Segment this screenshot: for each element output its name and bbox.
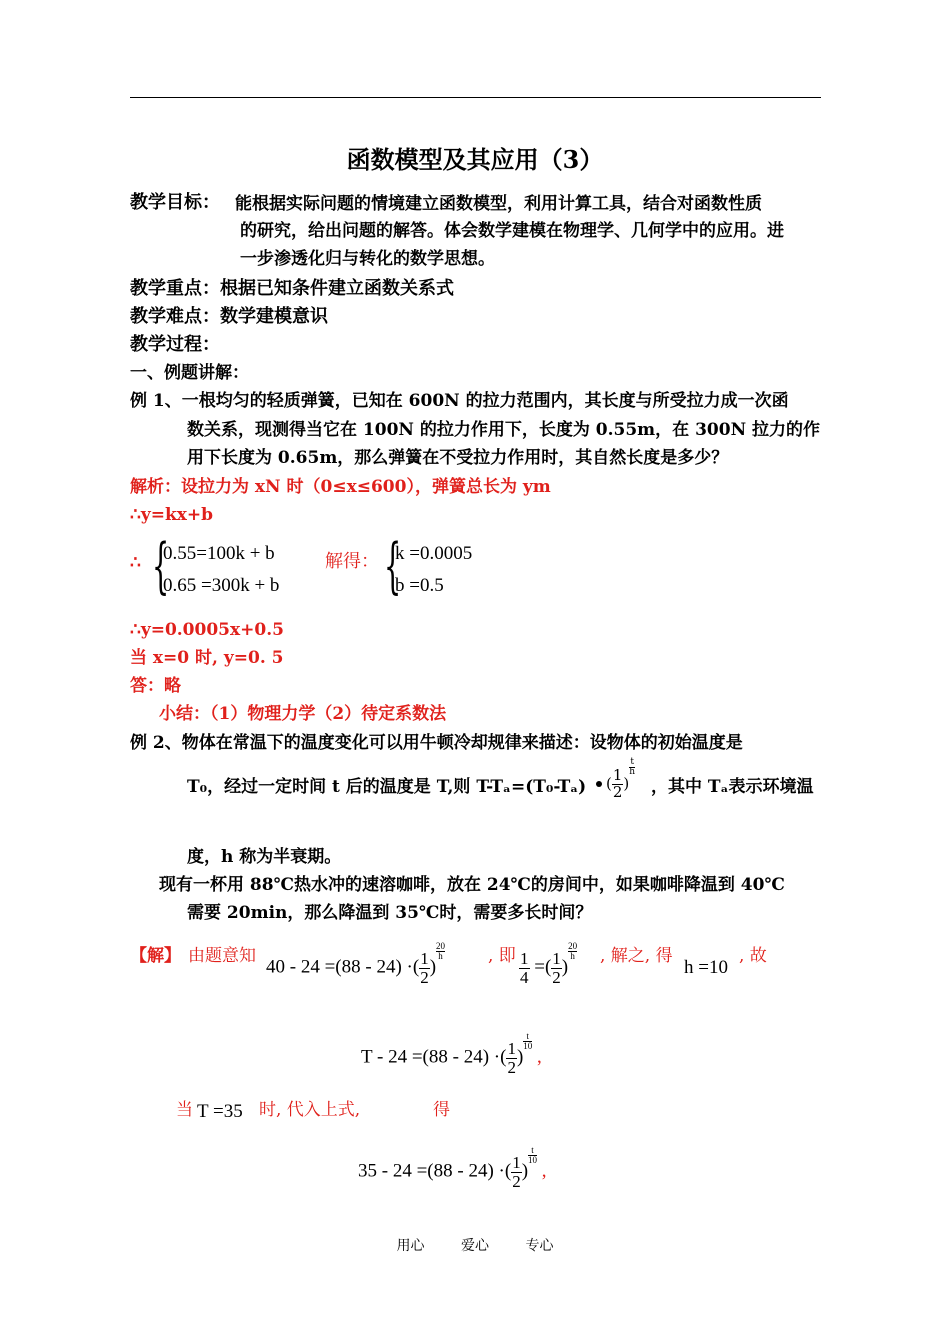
- summary-line: 小结：（1）物理力学（2）待定系数法: [159, 704, 447, 724]
- solution1-intro: 解析：设拉力为 xN 时（0≤x≤600），弹簧总长为 ym: [130, 477, 551, 497]
- solution2-text-1: 由题意知: [188, 946, 256, 966]
- solution1-answer: 答：略: [130, 676, 181, 696]
- system1-eq1: 0.55=100k + b: [163, 543, 275, 564]
- example2-line-3: 度，h 称为半衰期。: [187, 847, 342, 867]
- footer-item: 爱心: [461, 1238, 489, 1254]
- system1-eq2: 0.65 =300k + b: [163, 575, 280, 596]
- solution2-equation-1: 40 - 24 =(88 - 24) ·( $\frac{1}{2}$ ) $\frac{20}{h}$: [266, 940, 446, 987]
- brace-icon: {: [384, 531, 402, 601]
- goal-label: 教学目标：: [130, 192, 220, 213]
- solution2-equation-2: $\frac{1}{4}$ =( $\frac{1}{2}$ ) $\frac{20}{h}$: [520, 940, 578, 987]
- solution1-substitution: 当 x=0 时, y=0. 5: [130, 648, 284, 668]
- footer-item: 专心: [525, 1238, 554, 1254]
- solution2-text-4: , 故: [739, 946, 767, 966]
- solution2-equation-4: T - 24 =(88 - 24) ·( $\frac{1}{2}$ ) $\frac{t}{10}$ ,: [361, 1030, 542, 1077]
- solution1-model: ∴y=kx+b: [130, 505, 213, 525]
- solution2-text-3: , 解之, 得: [600, 946, 673, 966]
- example1-line-2: 数关系，现测得当它在 100N 的拉力作用下，长度为 0.55m，在 300N 拉力的作: [187, 420, 821, 440]
- footer-item: 用心: [396, 1238, 425, 1254]
- difficulty-line: 教学难点：数学建模意识: [130, 306, 328, 327]
- example2-line-1: 例 2、物体在常温下的温度变化可以用牛顿冷却规律来描述：设物体的初始温度是: [130, 733, 743, 753]
- multiply-dot-icon: [596, 781, 602, 787]
- goal-line-3: 一步渗透化归与转化的数学思想。: [240, 249, 495, 269]
- example2-line-4: 现有一杯用 88℃热水冲的速溶咖啡，放在 24℃的房间中，如果咖啡降温到 40℃: [159, 875, 785, 895]
- process-heading: 教学过程：: [130, 334, 220, 355]
- solve-label: 解得：: [325, 551, 379, 572]
- solution2-equation-6: 35 - 24 =(88 - 24) ·( $\frac{1}{2}$ ) $\frac{t}{10}$ ,: [358, 1144, 547, 1191]
- page-title: 函数模型及其应用（3）: [346, 145, 604, 174]
- solution1-result: ∴y=0.0005x+0.5: [130, 620, 284, 640]
- solution2-when: 当: [176, 1100, 193, 1120]
- solution2-equation-5: T =35: [197, 1101, 243, 1122]
- page-footer: [0, 1235, 950, 1255]
- section-heading: 一、例题讲解：: [130, 363, 249, 383]
- system2-eq1: k =0.0005: [395, 543, 473, 564]
- example2-line-2a: T₀，经过一定时间 t 后的温度是 T,则 T-Tₐ=(T₀-Tₐ): [187, 777, 587, 797]
- system2-eq2: b =0.5: [395, 575, 444, 596]
- focus-line: 教学重点：根据已知条件建立函数关系式: [130, 278, 454, 299]
- example2-line-5: 需要 20min，那么降温到 35℃时，需要多长时间？: [187, 903, 593, 923]
- example1-line-1: 例 1、一根均匀的轻质弹簧，已知在 600N 的拉力范围内，其长度与所受拉力成一次函: [130, 391, 789, 411]
- example2-line-2b: ，其中 Tₐ表示环境温: [651, 777, 814, 797]
- solution2-text-2: , 即: [488, 946, 516, 966]
- brace-icon: {: [152, 531, 170, 601]
- goal-line-1: 能根据实际问题的情境建立函数模型，利用计算工具，结合对函数性质: [235, 194, 762, 214]
- example1-line-3: 用下长度为 0.65m，那么弹簧在不受拉力作用时，其自然长度是多少？: [187, 448, 729, 468]
- solution2-text-6: 得: [433, 1100, 450, 1120]
- solution2-equation-3: h =10: [684, 957, 728, 978]
- half-power-expression: ( $\frac{1}{2}$ ) $\frac{t}{h}$: [592, 768, 635, 801]
- header-rule: [130, 97, 821, 98]
- goal-line-2: 的研究，给出问题的解答。体会数学建模在物理学、几何学中的应用。进: [240, 221, 784, 241]
- therefore-symbol: ∴: [130, 553, 141, 573]
- solution2-text-5: 时, 代入上式,: [259, 1100, 361, 1120]
- solution2-label: 【解】: [130, 946, 181, 966]
